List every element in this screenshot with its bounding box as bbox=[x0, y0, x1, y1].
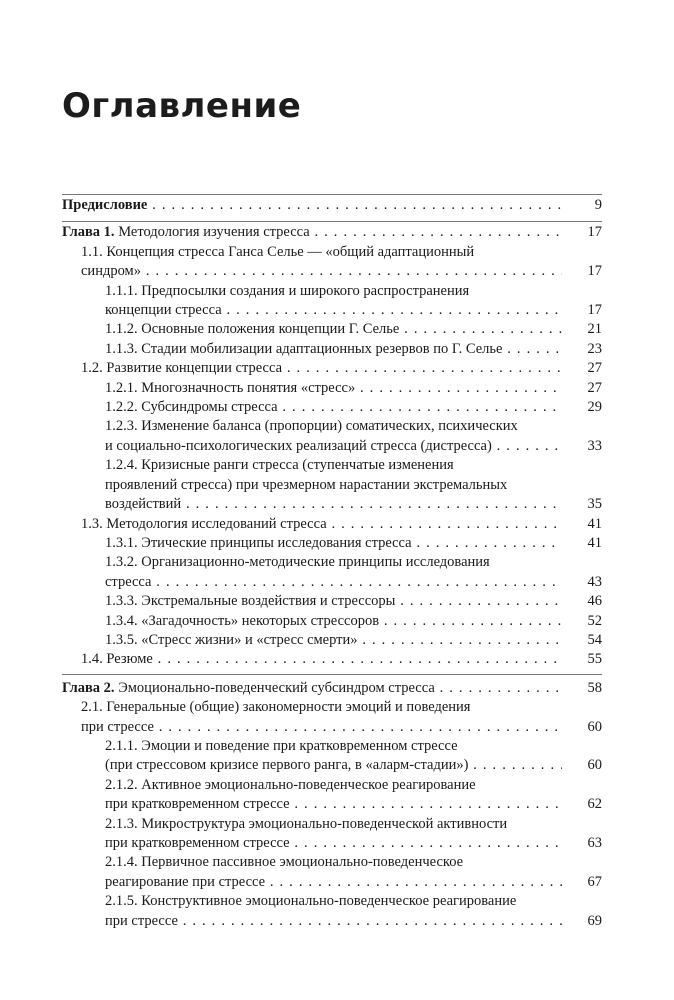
page-number: 43 bbox=[587, 573, 602, 590]
toc-entry-1-3-2[interactable] bbox=[62, 553, 602, 592]
page-number: 62 bbox=[587, 796, 602, 813]
page-number: 21 bbox=[587, 321, 602, 338]
entry-label: 2.1.2. Активное эмоционально-поведенческое реагирование bbox=[105, 776, 476, 793]
entry-label: 1.3.4. «Загадочность» некоторых стрессоров bbox=[105, 612, 380, 629]
entry-label: 2.1.4. Первичное пассивное эмоционально-поведенческое bbox=[105, 854, 464, 871]
entry-label-cont: при стрессе bbox=[81, 718, 154, 735]
toc-entry-1-3-4[interactable] bbox=[62, 612, 602, 631]
toc-entry-1-2[interactable] bbox=[62, 359, 602, 378]
toc-entry-1-1-2[interactable] bbox=[62, 320, 602, 339]
entry-label-cont: и социально-психологических реализаций стресса (дистресса) bbox=[105, 437, 492, 454]
entry-label: 1.2.3. Изменение баланса (пропорции) соматических, психических bbox=[105, 418, 518, 435]
page-number: 60 bbox=[587, 718, 602, 735]
page-number: 55 bbox=[587, 651, 602, 668]
toc-entry-chapter-1[interactable] bbox=[62, 223, 602, 242]
page-number: 29 bbox=[587, 399, 602, 416]
toc-entry-2-1-1[interactable] bbox=[62, 737, 602, 776]
page-number: 54 bbox=[587, 631, 602, 648]
toc-entry-2-1[interactable] bbox=[62, 698, 602, 737]
entry-label: 1.3.1. Этические принципы исследования стресса bbox=[105, 534, 412, 551]
entry-label: 1.2.1. Многозначность понятия «стресс» bbox=[105, 379, 356, 396]
toc-entry-2-1-5[interactable] bbox=[62, 892, 602, 931]
entry-label: 2.1.3. Микроструктура эмоционально-поведенческой активности bbox=[105, 815, 508, 832]
toc-entry-1-3[interactable] bbox=[62, 515, 602, 534]
page-number: 17 bbox=[587, 302, 602, 319]
entry-label-cont: (при стрессовом кризисе первого ранга, в «аларм-стадии») bbox=[105, 757, 469, 774]
page-number: 46 bbox=[587, 593, 602, 610]
entry-label-cont: реагирование при стрессе bbox=[105, 873, 266, 890]
page-number: 27 bbox=[587, 360, 602, 377]
page-number: 33 bbox=[587, 437, 602, 454]
toc-entry-1-3-3[interactable] bbox=[62, 592, 602, 611]
entry-label: 1.3.5. «Стресс жизни» и «стресс смерти» bbox=[105, 631, 358, 648]
entry-label: 1.2. Развитие концепции стресса bbox=[81, 360, 283, 377]
page-number: 41 bbox=[587, 534, 602, 551]
toc-entry-preface[interactable] bbox=[62, 196, 602, 215]
page-number: 63 bbox=[587, 835, 602, 851]
page-number: 69 bbox=[587, 912, 602, 929]
toc-entry-1-1-1[interactable] bbox=[62, 282, 602, 321]
toc-entry-1-3-5[interactable] bbox=[62, 631, 602, 650]
page-number: 67 bbox=[587, 873, 602, 890]
toc-entry-2-1-3[interactable] bbox=[62, 815, 602, 854]
entry-label: 1.3. Методология исследований стресса bbox=[81, 515, 327, 532]
toc-entry-1-2-4[interactable] bbox=[62, 456, 602, 514]
table-of-contents bbox=[62, 196, 602, 931]
entry-label-cont: синдром» bbox=[81, 263, 141, 280]
entry-label-cont: концепции стресса bbox=[105, 302, 222, 319]
entry-label-cont: стресса bbox=[105, 573, 152, 590]
toc-entry-1-2-3[interactable] bbox=[62, 417, 602, 456]
page-number: 52 bbox=[587, 612, 602, 629]
page-number: 35 bbox=[587, 496, 602, 513]
entry-label-cont: воздействий bbox=[105, 496, 182, 513]
toc-entry-2-1-2[interactable] bbox=[62, 776, 602, 815]
toc-entry-1-1[interactable] bbox=[62, 243, 602, 282]
entry-label: 2.1.1. Эмоции и поведение при кратковременном стрессе bbox=[105, 737, 458, 754]
divider bbox=[62, 674, 602, 675]
toc-entry-1-2-2[interactable] bbox=[62, 398, 602, 417]
divider bbox=[62, 221, 602, 222]
toc-entry-1-4[interactable] bbox=[62, 650, 602, 669]
entry-label: 1.2.4. Кризисные ранги стресса (ступенчатые изменения bbox=[105, 457, 454, 474]
entry-label: 1.1.3. Стадии мобилизации адаптационных резервов по Г. Селье bbox=[105, 340, 503, 357]
chapter-label: Глава 2. bbox=[62, 679, 115, 696]
entry-label-cont: при кратковременном стрессе bbox=[105, 835, 290, 851]
chapter-label: Глава 1. bbox=[62, 224, 115, 241]
entry-label: Методология изучения стресса bbox=[114, 224, 310, 241]
entry-label: Эмоционально-поведенческий субсиндром стресса bbox=[114, 679, 435, 696]
divider bbox=[62, 194, 602, 195]
entry-label-cont: при стрессе bbox=[105, 912, 178, 929]
page-number: 41 bbox=[587, 515, 602, 532]
entry-label: 1.3.2. Организационно-методические принципы исследования bbox=[105, 554, 490, 571]
page-title: Оглавление bbox=[62, 86, 302, 126]
toc-entry-chapter-2[interactable] bbox=[62, 679, 602, 698]
entry-label: 2.1.5. Конструктивное эмоционально-поведенческое реагирование bbox=[105, 893, 517, 910]
page-number: 60 bbox=[587, 757, 602, 774]
entry-label: Предисловие bbox=[62, 197, 148, 213]
entry-label: 1.1. Концепция стресса Ганса Селье — «общий адаптационный bbox=[81, 243, 475, 260]
entry-label: 1.3.3. Экстремальные воздействия и стрессоры bbox=[105, 593, 396, 610]
entry-label: 1.2.2. Субсиндромы стресса bbox=[105, 399, 278, 416]
page-number: 58 bbox=[587, 679, 602, 696]
entry-label-cont: проявлений стресса) при чрезмерном нарастании экстремальных bbox=[105, 476, 508, 493]
chapter-separator bbox=[62, 670, 602, 679]
page-number: 27 bbox=[587, 379, 602, 396]
page-number: 17 bbox=[587, 263, 602, 280]
toc-entry-1-3-1[interactable] bbox=[62, 534, 602, 553]
entry-label: 2.1. Генеральные (общие) закономерности эмоций и поведения bbox=[81, 699, 471, 716]
entry-label: 1.1.1. Предпосылки создания и широкого распространения bbox=[105, 282, 470, 299]
entry-label: 1.1.2. Основные положения концепции Г. Селье bbox=[105, 321, 400, 338]
page-number: 17 bbox=[587, 224, 602, 241]
toc-entry-2-1-4[interactable] bbox=[62, 853, 602, 892]
toc-entry-1-2-1[interactable] bbox=[62, 379, 602, 398]
entry-label-cont: при кратковременном стрессе bbox=[105, 796, 290, 813]
toc-entry-1-1-3[interactable] bbox=[62, 340, 602, 359]
page-number: 23 bbox=[587, 340, 602, 357]
page-number: 9 bbox=[594, 197, 602, 213]
entry-label: 1.4. Резюме bbox=[81, 651, 153, 668]
